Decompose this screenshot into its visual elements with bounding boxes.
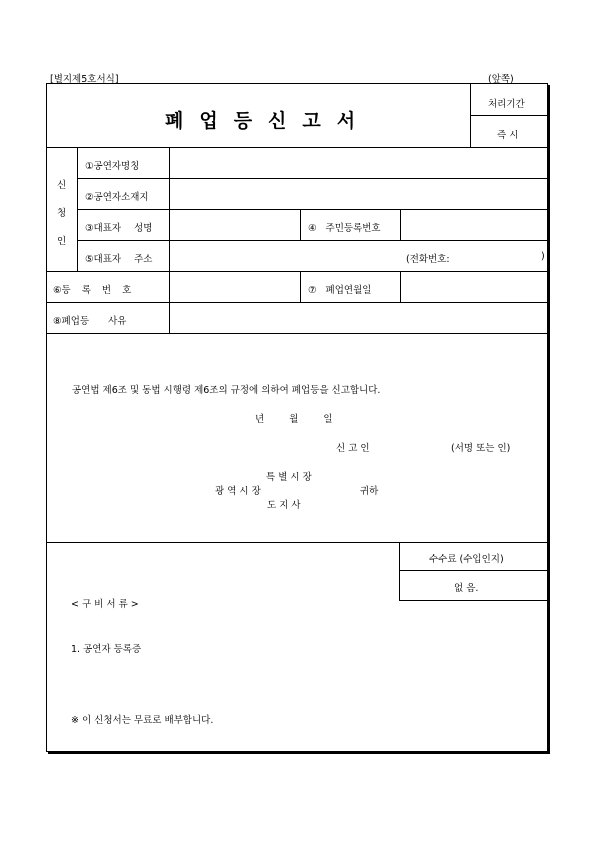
declaration-date: 년 월 일 bbox=[255, 414, 333, 425]
required-documents-heading: < 구 비 서 류 > bbox=[71, 599, 139, 610]
page-side-label: (앞쪽) bbox=[488, 74, 514, 85]
processing-period-label: 처리기간 bbox=[488, 99, 525, 110]
address-label: ②공연자소재지 bbox=[85, 192, 149, 203]
resident-number-field[interactable] bbox=[401, 210, 548, 240]
closure-reason-field[interactable] bbox=[170, 303, 548, 333]
name-field[interactable] bbox=[170, 148, 548, 178]
declarant-label: 신 고 인 bbox=[336, 443, 370, 454]
rep-name-label: ③대표자 성명 bbox=[85, 223, 153, 234]
phone-label: (전화번호: bbox=[406, 254, 450, 265]
fee-label: 수수료 (수입인지) bbox=[429, 554, 504, 565]
rep-address-label: ⑤대표자 주소 bbox=[85, 254, 153, 265]
rep-name-field[interactable] bbox=[170, 210, 300, 240]
applicant-label-2: 청 bbox=[57, 208, 67, 219]
recipient-special-city: 특 별 시 장 bbox=[266, 472, 312, 483]
resident-number-label: ④ 주민등록번호 bbox=[308, 223, 381, 234]
processing-period-value: 즉 시 bbox=[497, 130, 519, 141]
registration-number-label: ⑥등 록 번 호 bbox=[53, 285, 132, 296]
declaration-text: 공연법 제6조 및 동법 시행령 제6조의 규정에 의하여 폐업등을 신고합니다. bbox=[72, 385, 381, 396]
registration-number-field[interactable] bbox=[170, 272, 300, 302]
applicant-label-1: 신 bbox=[57, 180, 67, 191]
closure-reason-label: ⑧폐업등 사유 bbox=[53, 316, 127, 327]
honorific: 귀하 bbox=[360, 486, 379, 497]
fee-value: 없 음. bbox=[454, 583, 479, 594]
closure-date-field[interactable] bbox=[401, 272, 548, 302]
phone-close: ) bbox=[541, 251, 545, 262]
rep-address-field[interactable] bbox=[170, 241, 548, 271]
name-label: ①공연자명칭 bbox=[85, 161, 140, 172]
footnote: ※ 이 신청서는 무료로 배부합니다. bbox=[71, 715, 214, 726]
closure-date-label: ⑦ 폐업연월일 bbox=[308, 285, 372, 296]
signature-label: (서명 또는 인) bbox=[451, 443, 511, 454]
address-field[interactable] bbox=[170, 179, 548, 209]
applicant-label-3: 인 bbox=[57, 236, 67, 247]
recipient-metro-city: 광 역 시 장 bbox=[215, 486, 261, 497]
required-document-item: 1. 공연자 등록증 bbox=[71, 644, 142, 655]
form-title: 폐업등신고서 bbox=[165, 110, 372, 132]
application-form bbox=[46, 83, 548, 752]
form-number: [별지제5호서식] bbox=[50, 74, 119, 85]
recipient-province-governor: 도 지 사 bbox=[267, 500, 301, 511]
